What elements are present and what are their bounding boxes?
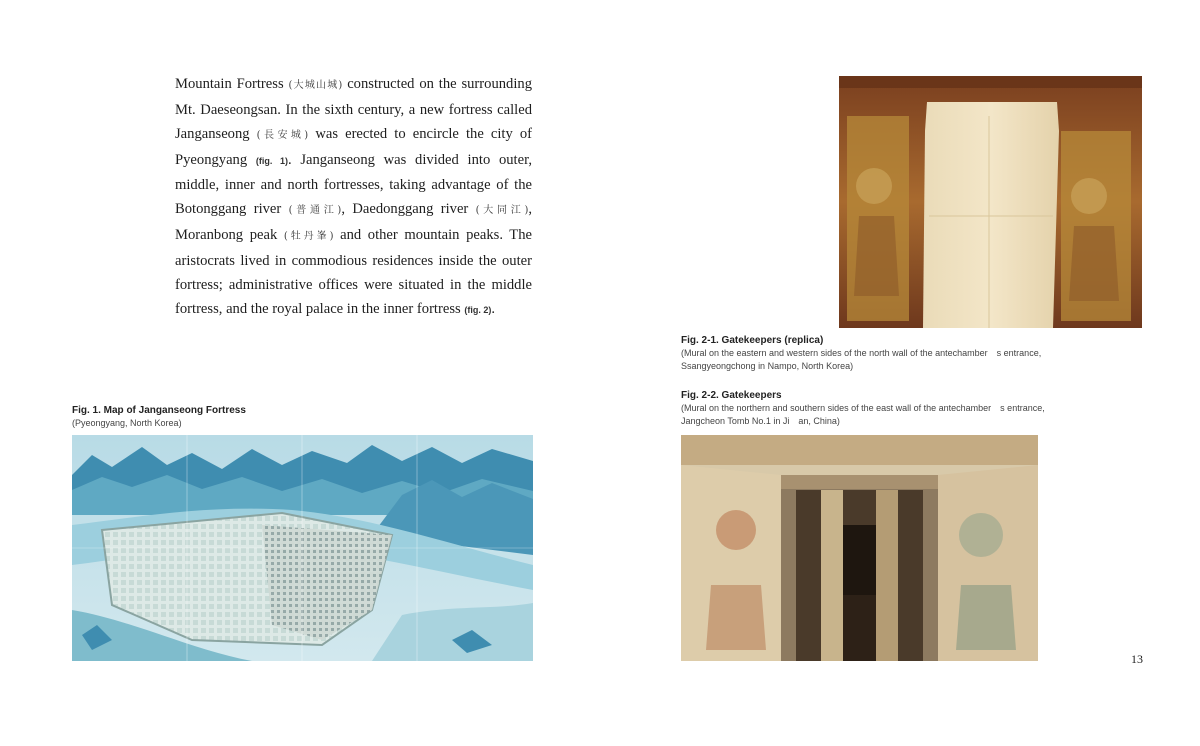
text-segment: was erected to encircle the city of Pyeongyang bbox=[175, 126, 533, 168]
text-segment: . bbox=[491, 301, 495, 317]
cjk-annotation: (長安城) bbox=[256, 130, 309, 141]
fig1-subtitle: (Pyeongyang, North Korea) bbox=[72, 418, 182, 428]
gatekeepers-replica-illustration bbox=[839, 76, 1142, 328]
cjk-annotation: (大同江) bbox=[475, 205, 529, 216]
fig2-1-subtitle-line1: (Mural on the eastern and western sides of the north wall of the antechamber s entrance, bbox=[681, 348, 1042, 358]
fig2-1-title: Fig. 2-1. Gatekeepers (replica) bbox=[681, 335, 824, 346]
cjk-annotation: (普通江) bbox=[288, 205, 342, 216]
fig2-2-title: Fig. 2-2. Gatekeepers bbox=[681, 390, 782, 401]
tomb-entrance-illustration bbox=[681, 435, 1038, 661]
body-paragraph bbox=[175, 72, 532, 322]
text-segment: , Daedonggang river bbox=[341, 201, 469, 217]
fig2-1-caption bbox=[681, 334, 1181, 373]
cjk-annotation: (大城山城) bbox=[288, 80, 343, 91]
fig2-1-subtitle-line2: Ssangyeongchong in Nampo, North Korea) bbox=[681, 361, 854, 371]
text-segment: and other mountain peaks. The aristocrats lived in commodious residences inside the outer fortress; administrative offices were situated in the middle fortress, and the royal palace in the inner fortress bbox=[175, 227, 532, 317]
right-page bbox=[600, 0, 1200, 746]
fig2-2-caption bbox=[681, 389, 1181, 428]
fig2-1-mural-image bbox=[839, 76, 1142, 328]
fig2-2-tomb-image bbox=[681, 435, 1038, 661]
text-segment: , Moranbong peak bbox=[175, 201, 532, 243]
text-segment: Mountain Fortress bbox=[175, 76, 284, 92]
figure-reference: (fig. 2) bbox=[464, 305, 492, 315]
fig1-caption bbox=[72, 404, 532, 430]
text-segment: . Janganseong was divided into outer, middle, inner and north fortresses, taking advantage of the Botonggang river bbox=[175, 152, 533, 217]
fig2-2-subtitle-line2: Jangcheon Tomb No.1 in Ji an, China) bbox=[681, 416, 840, 426]
text-segment: constructed on the surrounding Mt. Daeseongsan. In the sixth century, a new fortress called Janganseong bbox=[175, 76, 532, 142]
body-text bbox=[175, 72, 532, 322]
cjk-annotation: (牡丹峯) bbox=[283, 231, 334, 242]
page-number: 13 bbox=[1131, 652, 1143, 666]
fig2-2-subtitle-line1: (Mural on the northern and southern sides of the east wall of the antechamber s entrance, bbox=[681, 403, 1045, 413]
figure-reference: (fig. 1) bbox=[255, 156, 288, 166]
fortress-map-illustration bbox=[72, 435, 533, 661]
fig1-title: Fig. 1. Map of Janganseong Fortress bbox=[72, 405, 246, 416]
fig1-map-image bbox=[72, 435, 533, 661]
